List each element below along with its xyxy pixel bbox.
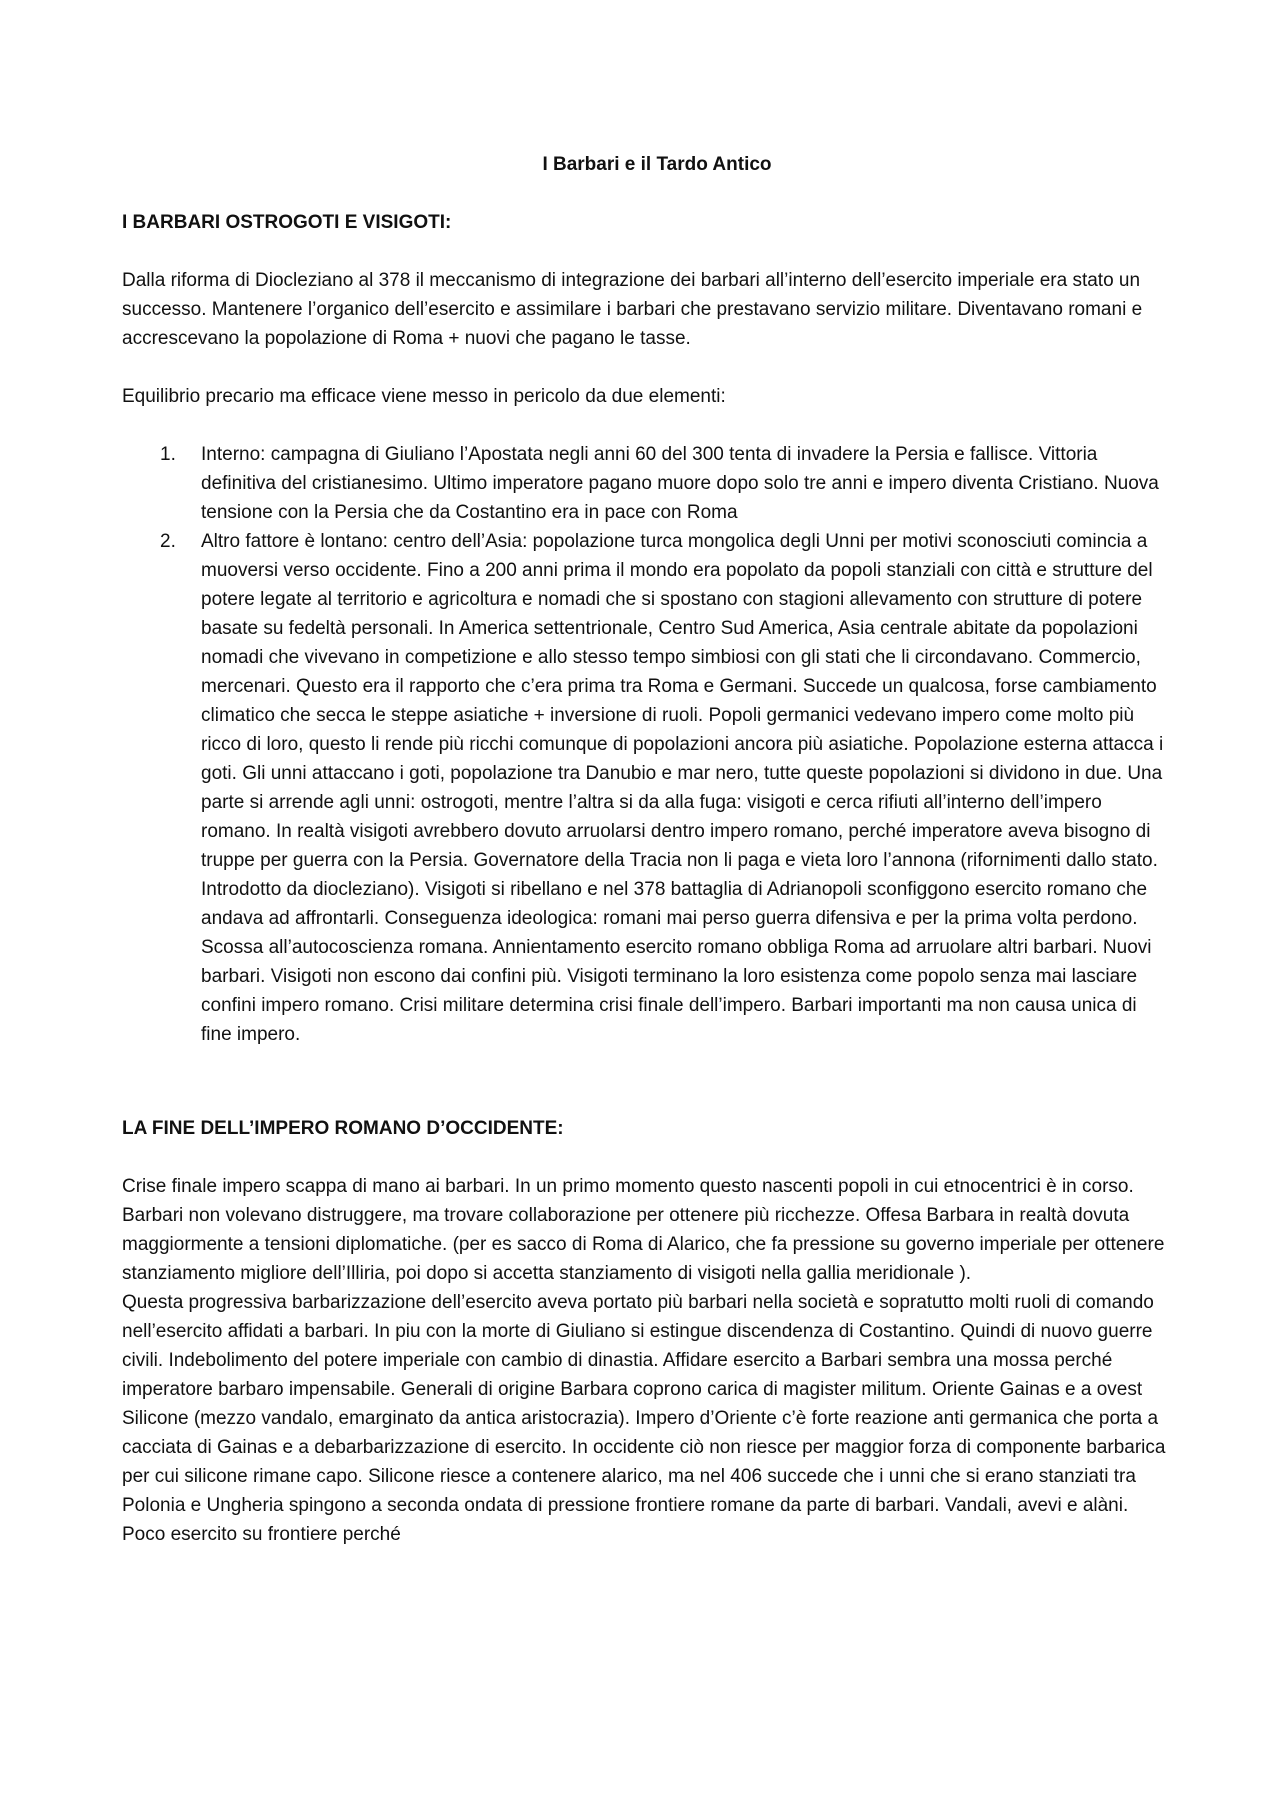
document-title: I Barbari e il Tardo Antico xyxy=(542,154,772,175)
paragraph-barbarizzazione: Questa progressiva barbarizzazione dell’esercito aveva portato più barbari nella società e sopratutto molti ruoli di comando nell’esercito affidati a barbari. In piu con la morte di Giuliano si estingue discendenza di Costantino. Quindi di nuovo guerre civili. Indebolimento del potere imperiale con cambio di dinastia. Affidare esercito a Barbari sembra una mossa perché imperatore barbaro impensabile. Generali di origine Barbara coprono carica di magister militum. Oriente Gainas e a ovest Silicone (mezzo vandalo, emarginato da antica aristocrazia). Impero d’Oriente c’è forte reazione anti germanica che porta a cacciata di Gainas e a debarbarizzazione di esercito. In occidente ciò non riesce per maggior forza di componente barbarica per cui silicone rimane capo. Silicone riesce a contenere alarico, ma nel 406 succede che i unni che si erano stanziati tra Polonia e Ungheria spingono a seconda ondata di pressione frontiere romane da parte di barbari. Vandali, avevi e alàni. Poco esercito su frontiere perché xyxy=(122,1292,1166,1545)
paragraph-crisi-finale: Crise finale impero scappa di mano ai barbari. In un primo momento questo nascenti popoli in cui etnocentrici è in corso. Barbari non volevano distruggere, ma trovare collaborazione per ottenere più ricchezze. Offesa Barbara in realtà dovuta maggiormente a tensioni diplomatiche. (per es sacco di Roma di Alarico, che fa pressione su governo imperiale per ottenere stanziamento migliore dell’Illiria, poi dopo si accetta stanziamento di visigoti nella gallia meridionale ). xyxy=(122,1176,1165,1284)
list-item xyxy=(122,527,1172,1049)
section-heading-barbari: I BARBARI OSTROGOTI E VISIGOTI: xyxy=(122,212,452,233)
list-item xyxy=(122,440,1172,527)
paragraph-equilibrio: Equilibrio precario ma efficace viene messo in pericolo da due elementi: xyxy=(122,386,726,407)
list-item-text: Interno: campagna di Giuliano l’Apostata negli anni 60 del 300 tenta di invadere la Persia e fallisce. Vittoria definitiva del cristianesimo. Ultimo imperatore pagano muore dopo solo tre anni e impero diventa Cristiano. Nuova tensione con la Persia che da Costantino era in pace con Roma xyxy=(201,444,1159,523)
list-item-number: 1. xyxy=(160,444,176,465)
list-item-number: 2. xyxy=(160,531,176,552)
section-heading-fine-impero: LA FINE DELL’IMPERO ROMANO D’OCCIDENTE: xyxy=(122,1118,564,1139)
paragraph-integrazione: Dalla riforma di Diocleziano al 378 il meccanismo di integrazione dei barbari all’interno dell’esercito imperiale era stato un successo. Mantenere l’organico dell’esercito e assimilare i barbari che prestavano servizio militare. Diventavano romani e accrescevano la popolazione di Roma + nuovi che pagano le tasse. xyxy=(122,270,1143,349)
numbered-list xyxy=(122,440,1172,1049)
list-item-text: Altro fattore è lontano: centro dell’Asia: popolazione turca mongolica degli Unni per motivi sconosciuti comincia a muoversi verso occidente. Fino a 200 anni prima il mondo era popolato da popoli stanziali con città e strutture del potere legate al territorio e agricoltura e nomadi che si spostano con stagioni allevamento con strutture di potere basate su fedeltà personali. In America settentrionale, Centro Sud America, Asia centrale abitate da popolazioni nomadi che vivevano in competizione e allo stesso tempo simbiosi con gli stati che li circondavano. Commercio, mercenari. Questo era il rapporto che c’era prima tra Roma e Germani. Succede un qualcosa, forse cambiamento climatico che secca le steppe asiatiche + inversione di ruoli. Popoli germanici vedevano impero come molto più ricco di loro, questo li rende più ricchi comunque di popolazioni ancora più asiatiche. Popolazione esterna attacca i goti. Gli unni attaccano i goti, popolazione tra Danubio e mar nero, tutte queste popolazioni si dividono in due. Una parte si arrende agli unni: ostrogoti, mentre l’altra si da alla fuga: visigoti e cerca rifiuti all’interno dell’impero romano. In realtà visigoti avrebbero dovuto arruolarsi dentro impero romano, perché imperatore aveva bisogno di truppe per guerra con la Persia. Governatore della Tracia non li paga e vieta loro l’annona (rifornimenti dallo stato. Introdotto da diocleziano). Visigoti si ribellano e nel 378 battaglia di Adrianopoli sconfiggono esercito romano che andava ad affrontarli. Conseguenza ideologica: romani mai perso guerra difensiva e per la prima volta perdono. Scossa all’autocoscienza romana. Annientamento esercito romano obbliga Roma ad arruolare altri barbari. Nuovi barbari. Visigoti non escono dai confini più. Visigoti terminano la loro esistenza come popolo senza mai lasciare confini impero romano. Crisi militare determina crisi finale dell’impero. Barbari importanti ma non causa unica di fine impero. xyxy=(201,531,1164,1045)
document-body xyxy=(122,150,1172,1549)
